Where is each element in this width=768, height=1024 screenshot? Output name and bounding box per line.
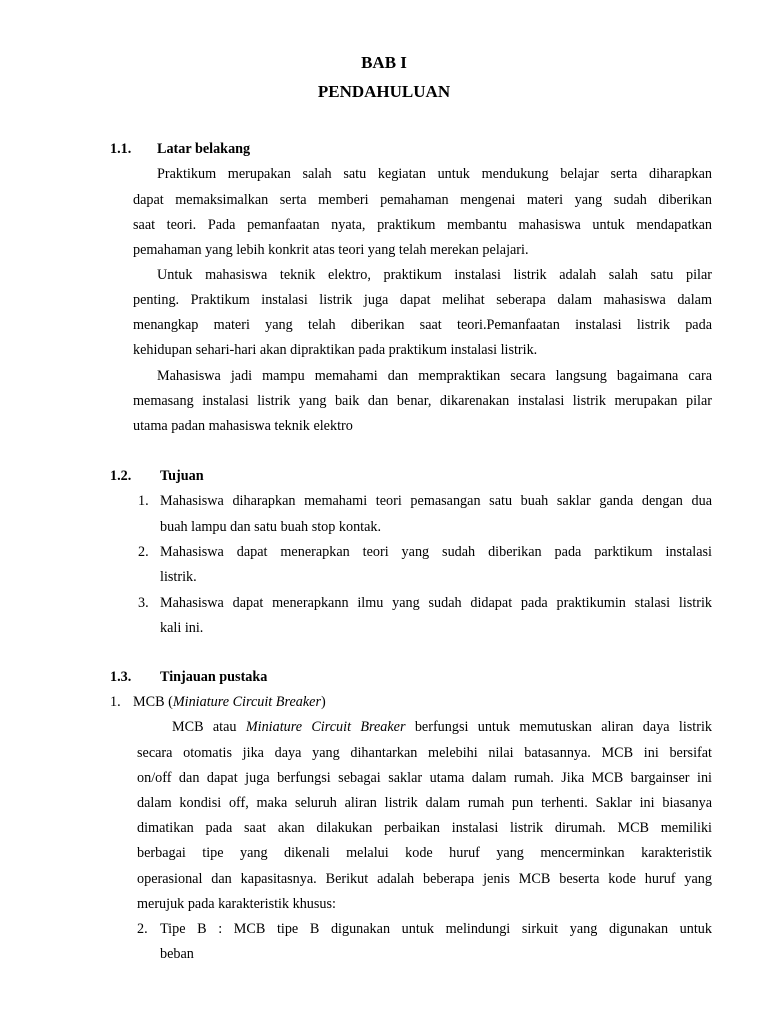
paragraph-line: dimatikan pada saat akan dilakukan perbaikan instalasi listrik dirumah. MCB memiliki [137,821,712,836]
subsection-title [133,695,326,709]
paragraph-line: utama padan mahasiswa teknik elektro [133,418,353,434]
list-number: 2. [137,921,148,937]
paragraph-line: secara otomatis jika daya yang dihantarkan melebihi nilai batasannya. MCB ini bersifat [137,746,712,761]
subsection-title-prefix: MCB ( [133,694,173,710]
paragraph-italic-term: Miniature Circuit Breaker [245,720,406,735]
paragraph-line: berbagai tipe yang dikenali melalui kode huruf yang mencerminkan karakteristik [137,846,712,861]
paragraph-line: dapat memaksimalkan serta memberi pemahaman mengenai materi yang sudah diberikan [133,193,712,208]
paragraph-line: dalam kondisi off, maka seluruh aliran listrik dalam rumah pun terhenti. Saklar ini biasanya [137,796,712,811]
list-item-line: Mahasiswa diharapkan memahami teori pemasangan satu buah saklar ganda dengan dua [160,494,712,509]
paragraph-start: MCB atau [172,720,246,735]
subsection-title-suffix: ) [320,694,326,710]
section-heading: Latar belakang [157,141,251,157]
chapter-number: BAB I [361,53,407,72]
paragraph-line: Untuk mahasiswa teknik elektro, praktikum instalasi listrik adalah salah satu pilar [157,268,712,283]
chapter-title: PENDAHULUAN [317,82,451,101]
list-item-line: Mahasiswa dapat menerapkann ilmu yang sudah didapat pada praktikumin stalasi listrik [160,596,712,611]
list-number: 2. [138,544,149,560]
paragraph-line: penting. Praktikum instalasi listrik juga dapat melihat seberapa dalam mahasiswa dalam [133,293,712,308]
list-number: 3. [138,595,149,611]
paragraph-line [172,720,712,738]
section-number: 1.3. [110,669,132,685]
paragraph-rest: berfungsi untuk memutuskan aliran daya listrik [405,720,712,735]
paragraph-line: kehidupan sehari-hari akan dipraktikan pada praktikum instalasi listrik. [133,342,538,358]
paragraph-line: pemahaman yang lebih konkrit atas teori yang telah merekan pelajari. [133,242,529,258]
list-number: 1. [110,694,121,710]
section-number: 1.2. [110,468,132,484]
list-item-line: Mahasiswa dapat menerapkan teori yang sudah diberikan pada parktikum instalasi [160,545,712,560]
list-item-line: buah lampu dan satu buah stop kontak. [160,519,382,535]
list-item-line: beban [160,946,194,962]
subsection-title-italic: Miniature Circuit Breaker [172,694,321,710]
section-heading: Tinjauan pustaka [160,669,268,685]
paragraph-line: operasional dan kapasitasnya. Berikut adalah beberapa jenis MCB beserta kode huruf yang [137,872,712,887]
paragraph-line: Mahasiswa jadi mampu memahami dan mempraktikan secara langsung bagaimana cara [157,369,712,384]
paragraph-line: menangkap materi yang telah diberikan saat teori.Pemanfaatan instalasi listrik pada [133,318,712,333]
paragraph-line: merujuk pada karakteristik khusus: [137,896,336,912]
list-item-line: listrik. [160,569,197,585]
paragraph-line: memasang instalasi listrik yang baik dan benar, dikarenakan instalasi listrik merupakan pilar [133,394,712,409]
list-number: 1. [138,493,149,509]
paragraph-line: on/off dan dapat juga berfungsi sebagai saklar utama dalam rumah. Jika MCB bargainser ini [137,771,712,786]
list-item-line: Tipe B : MCB tipe B digunakan untuk melindungi sirkuit yang digunakan untuk [160,922,712,937]
paragraph-line: saat teori. Pada pemanfaatan nyata, praktikum membantu mahasiswa untuk mendapatkan [133,218,712,233]
paragraph-line: Praktikum merupakan salah satu kegiatan untuk mendukung belajar serta diharapkan [157,167,712,182]
section-heading: Tujuan [160,468,204,484]
list-item-line: kali ini. [160,620,204,636]
section-number: 1.1. [110,141,132,157]
